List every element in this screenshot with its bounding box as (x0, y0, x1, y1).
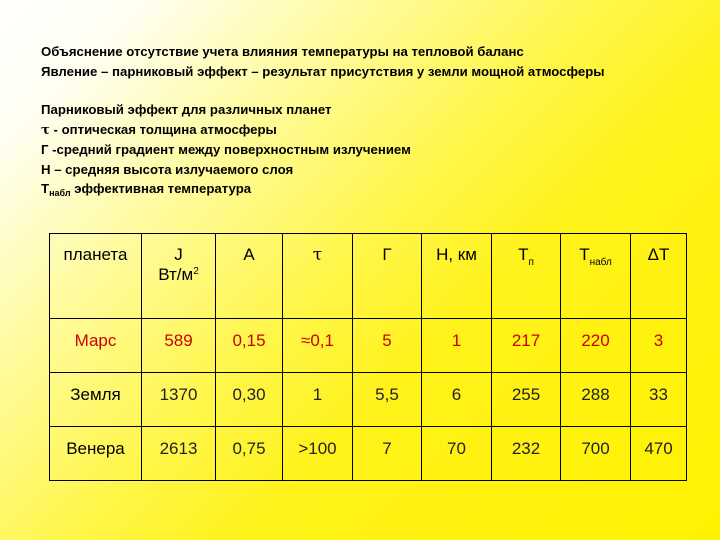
header-tp-sub: п (528, 257, 534, 268)
cell-tau: ≈0,1 (283, 319, 353, 373)
cell-a: 0,15 (216, 319, 283, 373)
cell-planet: Венера (50, 427, 142, 481)
gamma-definition: Г -средний градиент между поверхностным излучением (41, 142, 411, 157)
header-a: A (216, 234, 283, 319)
cell-dt: 470 (631, 427, 687, 481)
header-j (142, 234, 216, 319)
cell-tobs: 288 (561, 373, 631, 427)
table-row-venus (50, 427, 687, 481)
cell-dt: 3 (631, 319, 687, 373)
planets-table (49, 233, 687, 481)
cell-h: 1 (422, 319, 492, 373)
tau-definition-text: - оптическая толщина атмосферы (49, 121, 277, 137)
header-tobs (561, 234, 631, 319)
t-definition (41, 179, 411, 204)
tau-symbol: τ (41, 122, 50, 138)
intro-text (41, 42, 605, 81)
table-row-mars (50, 319, 687, 373)
cell-j: 2613 (142, 427, 216, 481)
t-subscript: набл (49, 188, 71, 198)
cell-h: 6 (422, 373, 492, 427)
cell-dt: 33 (631, 373, 687, 427)
cell-gamma: 5,5 (353, 373, 422, 427)
header-tobs-symbol: Т (579, 245, 590, 264)
header-h: Н, км (422, 234, 492, 319)
cell-h: 70 (422, 427, 492, 481)
t-symbol: Т (41, 181, 50, 196)
cell-a: 0,75 (216, 427, 283, 481)
cell-planet: Марс (50, 319, 142, 373)
cell-planet: Земля (50, 373, 142, 427)
table-row-earth (50, 373, 687, 427)
header-j-unit: Вт/м (158, 265, 194, 284)
cell-tobs: 220 (561, 319, 631, 373)
header-gamma: Г (353, 234, 422, 319)
tau-definition (41, 120, 411, 141)
cell-tobs: 700 (561, 427, 631, 481)
header-dt: ΔТ (631, 234, 687, 319)
header-tp (492, 234, 561, 319)
header-j-unit-sup: 2 (193, 266, 199, 277)
cell-gamma: 7 (353, 427, 422, 481)
cell-tau: 1 (283, 373, 353, 427)
cell-j: 1370 (142, 373, 216, 427)
definitions-block (41, 100, 411, 204)
cell-tp: 255 (492, 373, 561, 427)
cell-tau: >100 (283, 427, 353, 481)
header-planet: планета (50, 234, 142, 319)
cell-j: 589 (142, 319, 216, 373)
cell-tp: 232 (492, 427, 561, 481)
header-tp-symbol: Т (518, 245, 529, 264)
header-tobs-sub: набл (589, 257, 612, 268)
definitions-heading: Парниковый эффект для различных планет (41, 102, 332, 117)
intro-line-1: Объяснение отсутствие учета влияния температуры на тепловой баланс (41, 44, 524, 59)
cell-a: 0,30 (216, 373, 283, 427)
intro-line-2: Явление – парниковый эффект – результат присутствия у земли мощной атмосферы (41, 63, 605, 79)
header-tau: τ (283, 234, 353, 319)
header-j-symbol: J (174, 245, 183, 264)
cell-gamma: 5 (353, 319, 422, 373)
table-header-row (50, 234, 687, 319)
t-definition-text: эффективная температура (70, 181, 252, 196)
h-definition: Н – средняя высота излучаемого слоя (41, 161, 294, 177)
cell-tp: 217 (492, 319, 561, 373)
